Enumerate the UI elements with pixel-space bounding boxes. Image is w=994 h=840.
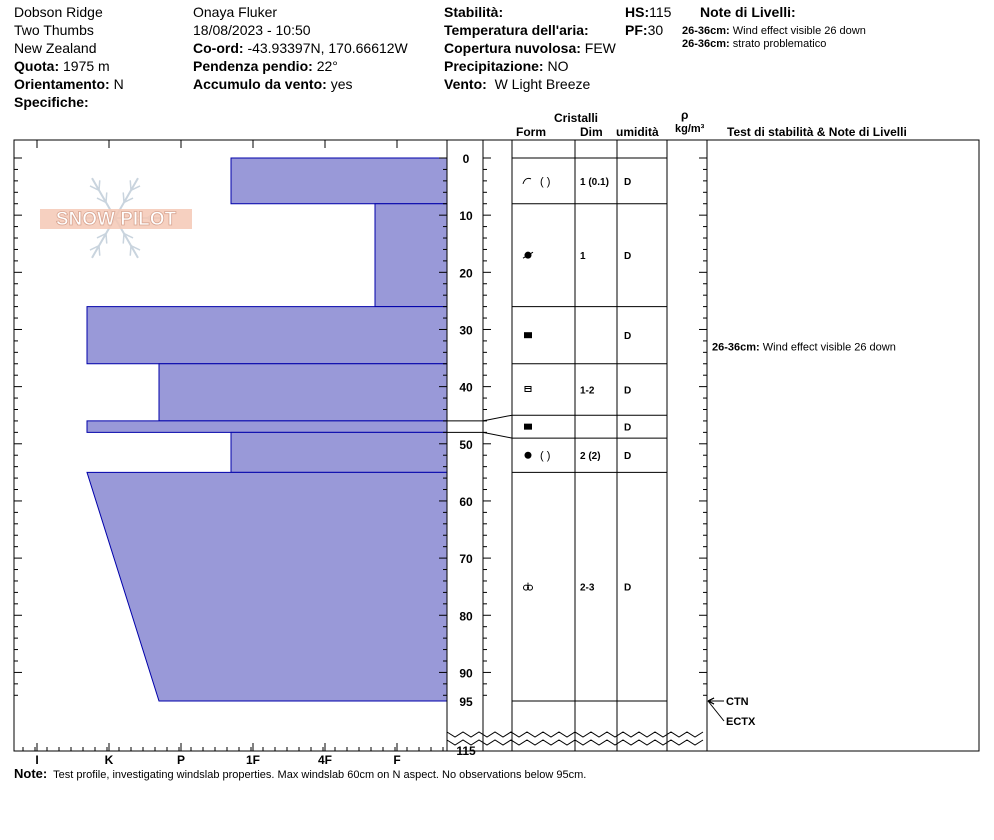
form-header: Form — [516, 125, 546, 139]
connector-line — [447, 432, 512, 438]
aspect-value: N — [113, 76, 124, 92]
layer-note-text: strato problematico — [732, 38, 827, 50]
test-note-text: Wind effect visible 26 down — [762, 341, 896, 354]
crystal-form-icon — [524, 332, 532, 338]
layer-note-range: 26-36cm: — [682, 38, 730, 50]
density-symbol: ρ — [681, 108, 689, 122]
slope-value: 22° — [316, 58, 338, 74]
cloud-value: FEW — [584, 40, 616, 56]
moisture-header: umidità — [616, 125, 659, 139]
snowflake-branch — [130, 180, 131, 190]
snowflake-branch — [99, 246, 100, 256]
crystals-header: Cristalli — [554, 111, 599, 125]
country: New Zealand — [14, 40, 97, 56]
tests-header: Test di stabilità & Note di Livelli — [727, 125, 907, 139]
elevation-label: Quota: — [14, 58, 60, 74]
snowflake-branch — [106, 192, 107, 202]
cloud-label: Copertura nuvolosa: — [444, 40, 581, 56]
size-header: Dim — [580, 125, 603, 139]
wind-loading-label: Accumulo da vento: — [193, 76, 327, 92]
depth-tick-label: 90 — [459, 666, 473, 681]
crystal-size: 1 — [580, 251, 586, 263]
crystal-moisture: D — [624, 331, 632, 343]
crystal-moisture: D — [624, 422, 632, 434]
pf-value: 30 — [647, 22, 664, 38]
table-frame — [483, 140, 979, 751]
crystal-form-icon — [525, 452, 532, 459]
hs-label: HS: — [625, 4, 650, 20]
hardness-bars — [87, 158, 447, 701]
wind-value: W Light Breeze — [494, 76, 591, 92]
specifics-label: Specifiche: — [14, 94, 89, 110]
region: Two Thumbs — [14, 22, 94, 38]
ice-icon — [524, 424, 532, 430]
observer: Onaya Fluker — [193, 4, 278, 20]
coords-value: -43.93397N, 170.66612W — [247, 40, 408, 56]
hardness-bar — [87, 472, 447, 701]
crystal-form-icon — [523, 178, 531, 183]
test-arrow — [708, 701, 724, 721]
coords-label: Co-ord: — [193, 40, 244, 56]
hardness-tick-label: K — [104, 753, 114, 767]
test-note-range: 26-36cm: — [712, 341, 763, 354]
hardness-tick-label: I — [35, 753, 39, 767]
hardness-tick-label: F — [393, 753, 401, 767]
snowflake-branch — [130, 246, 131, 256]
test-note — [712, 342, 896, 354]
footer-note — [14, 767, 586, 782]
test-label: CTN — [726, 696, 749, 708]
note-label: Note: — [14, 766, 48, 781]
crystal-moisture: D — [624, 451, 632, 463]
hardness-bar — [375, 204, 447, 307]
layer-notes-label: Note di Livelli: — [700, 4, 796, 20]
crystal-form-icon — [524, 583, 533, 591]
hardness-bar — [87, 421, 447, 432]
crystal-moisture: D — [624, 582, 632, 594]
stability-label: Stabilità: — [444, 4, 504, 20]
note-text: Test profile, investigating windslab properties. Max windslab 60cm on N aspect. No observations below 95cm. — [53, 769, 587, 781]
crystal-table — [523, 176, 631, 594]
depth-tick-label: 20 — [459, 266, 473, 281]
depth-tick-label: 60 — [459, 494, 473, 509]
crystal-size: 2 (2) — [580, 451, 601, 463]
depth-tick-label: 70 — [459, 552, 473, 567]
crystal-size: 2-3 — [580, 582, 595, 594]
air-temp-label: Temperatura dell'aria: — [444, 22, 589, 38]
wind-loading-value: yes — [330, 76, 353, 92]
hardness-bar — [159, 364, 447, 421]
connector-line — [447, 415, 512, 421]
depth-tick-label: 0 — [462, 152, 470, 166]
crystal-size: 1 (0.1) — [580, 176, 609, 188]
ice-icon — [524, 332, 532, 338]
hardness-bar — [231, 432, 447, 472]
location-name: Dobson Ridge — [14, 4, 103, 20]
precip-value: NO — [547, 58, 569, 74]
depth-tick-label: 80 — [459, 609, 473, 624]
round-icon — [525, 452, 532, 459]
crystal-form-icon — [523, 252, 533, 259]
snowpilot-logo — [40, 178, 192, 258]
crystal-secondary-bracket: ( ) — [540, 450, 551, 463]
depth-tick-label: 30 — [459, 323, 473, 338]
hs-value: 115 — [649, 4, 672, 20]
logo-text: SNOW PILOT — [55, 209, 177, 230]
depth-tick-label: 10 — [459, 209, 473, 224]
hardness-tick-label: P — [176, 753, 186, 767]
pf-label: PF: — [625, 22, 648, 38]
layer-note-range: 26-36cm: — [682, 25, 730, 37]
slope-label: Pendenza pendio: — [193, 58, 313, 74]
crystal-size: 1-2 — [580, 385, 595, 397]
hardness-tick-label: 4F — [317, 753, 333, 767]
datetime: 18/08/2023 - 10:50 — [193, 22, 311, 38]
wind-label: Vento: — [444, 76, 487, 92]
hardness-bar — [87, 307, 447, 364]
aspect-label: Orientamento: — [14, 76, 110, 92]
crystal-moisture: D — [624, 176, 632, 188]
test-notes — [708, 342, 896, 728]
hardness-tick-label: 1F — [245, 753, 261, 767]
precip-icon — [523, 178, 531, 183]
depth-tick-label: 95 — [459, 695, 473, 709]
depth-tick-label: 115 — [456, 744, 476, 758]
elevation-value: 1975 m — [63, 58, 110, 74]
test-label: ECTX — [726, 716, 756, 728]
precip-label: Precipitazione: — [444, 58, 544, 74]
depth-tick-label: 50 — [459, 437, 473, 452]
crystal-form-icon — [525, 386, 531, 391]
crystal-form-icon — [524, 424, 532, 430]
crystal-secondary-bracket: ( ) — [540, 175, 551, 188]
depth-tick-label: 40 — [459, 380, 473, 395]
hardness-bar — [231, 158, 447, 204]
snowflake-branch — [99, 180, 100, 190]
crystal-moisture: D — [624, 251, 632, 263]
snowflake-branch — [106, 234, 107, 244]
layer-note-text: Wind effect visible 26 down — [732, 25, 866, 37]
snowflake-branch — [123, 192, 124, 202]
snowflake-branch — [123, 234, 124, 244]
density-unit: kg/m³ — [675, 123, 705, 135]
crystal-moisture: D — [624, 385, 632, 397]
